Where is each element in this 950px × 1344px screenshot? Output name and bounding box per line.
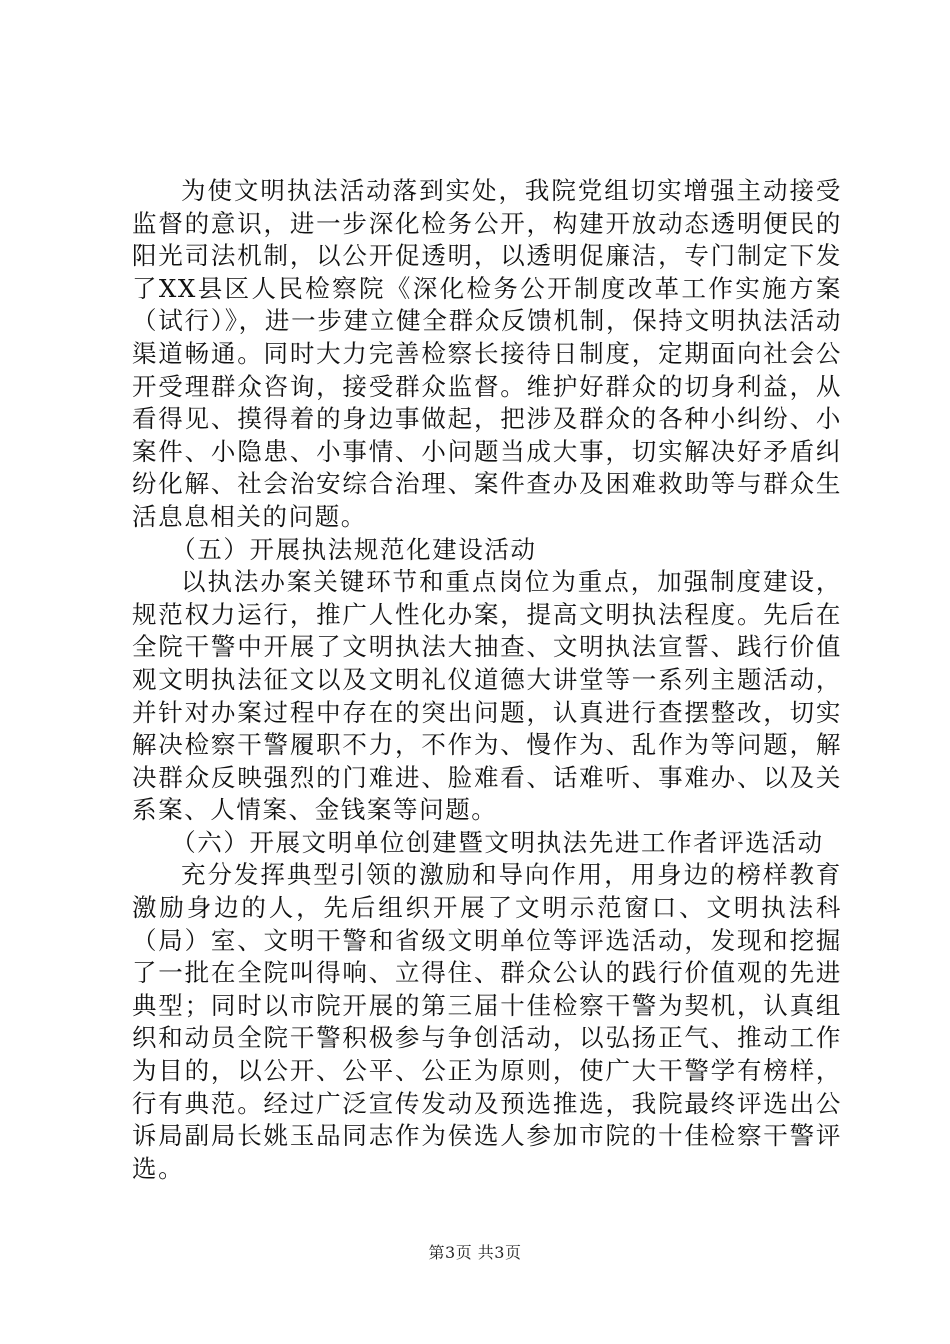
section-heading-6: （六）开展文明单位创建暨文明执法先进工作者评选活动 [171, 827, 824, 857]
section-heading-5: （五）开展执法规范化建设活动 [171, 534, 537, 564]
document-body [132, 175, 842, 1185]
paragraph-civilized-unit: 充分发挥典型引领的激励和导向作用，用身边的榜样教育激励身边的人，先后组织开展了文明示范窗口、文明执法科（局）室、文明干警和省级文明单位等评选活动，发现和挖掘了一批在全院叫得响、立得住、群众公认的践行价值观的先进典型；同时以市院开展的第三届十佳检察干警为契机，认真组织和动员全院干警积极参与争创活动，以弘扬正气、推动工作为目的，以公开、公平、公正为原则，使广大干警学有榜样，行有典范。经过广泛宣传发动及预选推选，我院最终评选出公诉局副局长姚玉品同志作为侯选人参加市院的十佳检察干警评选。 [132, 860, 842, 1183]
paragraph-supervision: 为使文明执法活动落到实处，我院党组切实增强主动接受监督的意识，进一步深化检务公开，构建开放动态透明便民的阳光司法机制，以公开促透明，以透明促廉洁，专门制定下发了XX县区人民检察院《深化检务公开制度改革工作实施方案（试行）》，进一步建立健全群众反馈机制，保持文明执法活动渠道畅通。同时大力完善检察长接待日制度，定期面向社会公开受理群众咨询，接受群众监督。维护好群众的切身利益，从看得见、摸得着的身边事做起，把涉及群众的各种小纠纷、小案件、小隐患、小事情、小问题当成大事，切实解决好矛盾纠纷化解、社会治安综合治理、案件查办及困难救助等与群众生活息息相关的问题。 [132, 176, 842, 531]
paragraph-standardization: 以执法办案关键环节和重点岗位为重点，加强制度建设，规范权力运行，推广人性化办案，提高文明执法程度。先后在全院干警中开展了文明执法大抽查、文明执法宣誓、践行价值观文明执法征文以及文明礼仪道德大讲堂等一系列主题活动，并针对办案过程中存在的突出问题，认真进行查摆整改，切实解决检察干警履职不力，不作为、慢作为、乱作为等问题，解决群众反映强烈的门难进、脸难看、话难听、事难办、以及关系案、人情案、金钱案等问题。 [132, 567, 842, 825]
page-number-footer: 第3页 共3页 [428, 1243, 522, 1262]
